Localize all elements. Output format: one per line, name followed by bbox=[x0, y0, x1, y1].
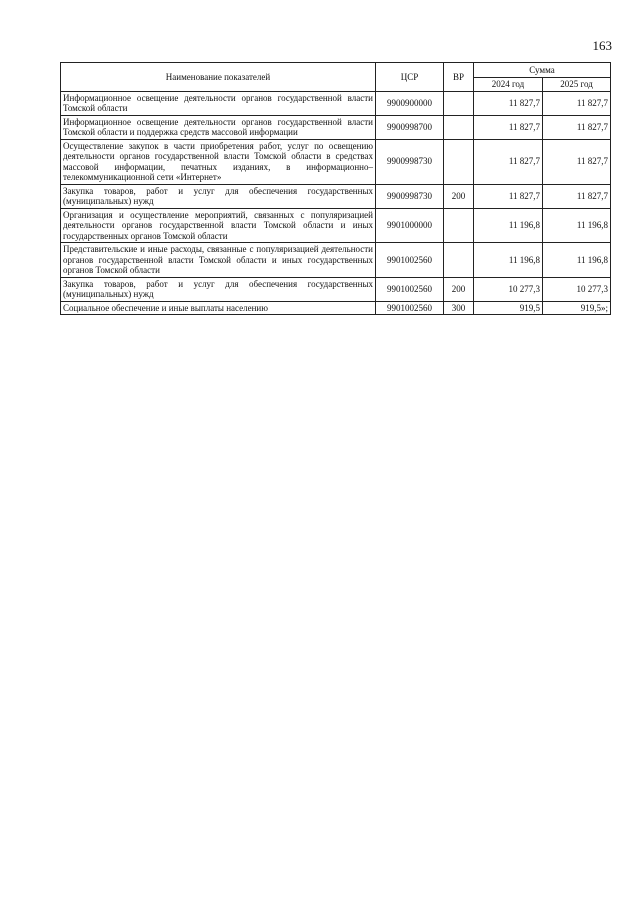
header-name: Наименование показателей bbox=[61, 63, 376, 92]
row-sum-2025: 11 827,7 bbox=[543, 184, 611, 208]
table-row bbox=[61, 115, 611, 139]
row-csr: 9900998700 bbox=[376, 115, 444, 139]
page-number: 163 bbox=[592, 38, 612, 53]
row-name: Осуществление закупок в части приобретения работ, услуг по освещению деятельности органов государственной власти Томской области в средствах массовой информации, печатных изданиях, в информационно–телекоммуникационной сети «Интернет» bbox=[61, 139, 376, 184]
row-vr bbox=[444, 91, 474, 115]
row-vr bbox=[444, 208, 474, 243]
row-name: Информационное освещение деятельности органов государственной власти Томской области bbox=[61, 91, 376, 115]
row-name: Закупка товаров, работ и услуг для обеспечения государственных (муниципальных) нужд bbox=[61, 277, 376, 301]
row-sum-2025: 10 277,3 bbox=[543, 277, 611, 301]
header-vr: ВР bbox=[444, 63, 474, 92]
table-row bbox=[61, 184, 611, 208]
row-vr bbox=[444, 139, 474, 184]
row-name: Закупка товаров, работ и услуг для обеспечения государственных (муниципальных) нужд bbox=[61, 184, 376, 208]
row-name: Социальное обеспечение и иные выплаты населению bbox=[61, 301, 376, 315]
row-csr: 9901002560 bbox=[376, 243, 444, 278]
header-year-2025: 2025 год bbox=[543, 78, 611, 92]
table-row bbox=[61, 277, 611, 301]
table-row bbox=[61, 91, 611, 115]
row-sum-2024: 11 196,8 bbox=[474, 208, 543, 243]
row-csr: 9900998730 bbox=[376, 184, 444, 208]
table-row bbox=[61, 243, 611, 278]
row-sum-2024: 10 277,3 bbox=[474, 277, 543, 301]
header-csr: ЦСР bbox=[376, 63, 444, 92]
row-vr: 300 bbox=[444, 301, 474, 315]
row-sum-2024: 11 827,7 bbox=[474, 139, 543, 184]
table-header bbox=[61, 63, 611, 92]
row-sum-2025: 11 827,7 bbox=[543, 115, 611, 139]
row-sum-2024: 11 827,7 bbox=[474, 184, 543, 208]
row-name: Организация и осуществление мероприятий, связанных с популяризацией деятельности органов государственной власти Томской области и иных государственных органов Томской области bbox=[61, 208, 376, 243]
row-sum-2025: 11 827,7 bbox=[543, 91, 611, 115]
row-sum-2025: 11 827,7 bbox=[543, 139, 611, 184]
row-csr: 9900900000 bbox=[376, 91, 444, 115]
table-row bbox=[61, 208, 611, 243]
row-sum-2024: 11 827,7 bbox=[474, 91, 543, 115]
row-sum-2025: 919,5»; bbox=[543, 301, 611, 315]
row-vr bbox=[444, 115, 474, 139]
row-csr: 9901002560 bbox=[376, 277, 444, 301]
row-sum-2024: 11 827,7 bbox=[474, 115, 543, 139]
row-sum-2024: 919,5 bbox=[474, 301, 543, 315]
row-vr: 200 bbox=[444, 277, 474, 301]
header-sum: Сумма bbox=[474, 63, 611, 78]
row-vr: 200 bbox=[444, 184, 474, 208]
row-name: Информационное освещение деятельности органов государственной власти Томской области и поддержка средств массовой информации bbox=[61, 115, 376, 139]
header-year-2024: 2024 год bbox=[474, 78, 543, 92]
row-csr: 9901000000 bbox=[376, 208, 444, 243]
row-name: Представительские и иные расходы, связанные с популяризацией деятельности органов государственной власти Томской области и иных государственных органов Томской области bbox=[61, 243, 376, 278]
row-csr: 9900998730 bbox=[376, 139, 444, 184]
budget-table bbox=[60, 62, 611, 315]
row-sum-2025: 11 196,8 bbox=[543, 243, 611, 278]
row-sum-2025: 11 196,8 bbox=[543, 208, 611, 243]
table-row bbox=[61, 139, 611, 184]
row-vr bbox=[444, 243, 474, 278]
row-sum-2024: 11 196,8 bbox=[474, 243, 543, 278]
row-csr: 9901002560 bbox=[376, 301, 444, 315]
table-row bbox=[61, 301, 611, 315]
